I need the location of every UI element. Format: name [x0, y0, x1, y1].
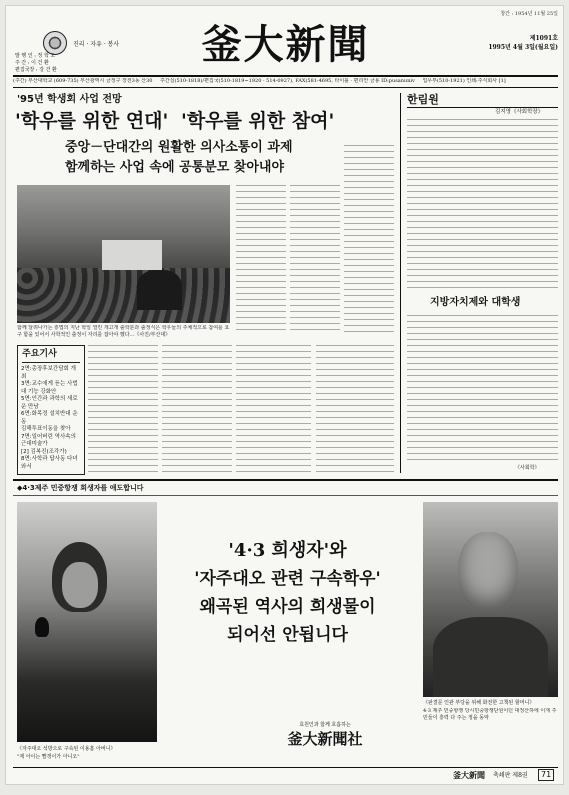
column-title-rule — [407, 107, 558, 108]
column-title: 한림원 — [407, 93, 439, 106]
info-label: (주간) — [13, 78, 27, 84]
column-divider — [400, 93, 401, 473]
lead-photo-caption: 함께 달려나가는 흥법의 지난 학일 열린 개고개 출학분과 출정식은 학우들의 주체적으로 참여를 요구 함을 있어서 사학적인 출정이 자리를 잡아야 했다...《사진/부산대》 — [17, 325, 230, 338]
photo-crowd-shape — [17, 268, 230, 323]
right-grandmother-photo — [423, 502, 558, 697]
key-article-item: 5면:인간과 과학의 새로운 만남 — [21, 396, 78, 410]
lead-body-column-2 — [290, 185, 340, 335]
memorial-line-4: 되어선 안됩니다 — [227, 625, 348, 645]
column-body-1 — [407, 119, 558, 289]
info-right: 업무부(510-1921) 인쇄:주식회사 [1] — [422, 78, 506, 84]
newspaper-page — [5, 5, 564, 785]
key-article-item: 7면:일어버린 역사속의 근대미술가 — [21, 433, 76, 447]
footer-edition: 축쇄판 제8권 — [493, 772, 528, 779]
lead-body-column-1 — [236, 185, 286, 335]
bottom-section-rule — [13, 479, 558, 481]
column-body-2 — [407, 315, 558, 465]
masthead-rule-2 — [13, 87, 558, 88]
info-contact: 주간실(510-1818)/편집국(510-1819~1920 · 514-0927), FAX(581-4695, 타이틀 · 편리안 금용 ID:pusanuniv — [160, 78, 415, 84]
staff-list — [15, 53, 57, 74]
issue-date: 1995년 4월 3일(월요일) — [488, 44, 558, 51]
memorial-line-2: '자주대오 관련 구속학우' — [194, 569, 381, 589]
left-mother-photo — [17, 502, 157, 742]
lead-body-column-7 — [316, 345, 394, 473]
key-articles-title: 주요기사 — [22, 349, 80, 363]
photo-face-shape — [62, 562, 98, 608]
lead-kicker: '95년 학생회 사업 전망 — [17, 94, 122, 105]
key-article-item: 3면:교수에게 듣는 사법대 기능 강화안 — [21, 381, 78, 395]
key-articles-box — [17, 345, 85, 475]
lead-body-column-6 — [236, 345, 311, 473]
lead-photo — [17, 185, 230, 323]
masthead-info-line — [13, 78, 558, 86]
sponsor-name: 釜大新聞社 — [287, 730, 363, 748]
photo-clothes-shape — [433, 617, 548, 697]
masthead — [13, 11, 558, 73]
lead-subhead-1: 중앙－단대간의 원활한 의사소통이 과제 — [65, 140, 293, 155]
key-article-item: 김해투표이동을 찾아 — [21, 426, 71, 432]
footer-paper-name: 釜大新聞 — [453, 770, 485, 780]
left-photo-caption-2: "제 아이는 빨갱이가 아니오" — [17, 754, 80, 760]
lead-subhead-2: 함께하는 사업 속에 공통분모 찾아내야 — [65, 160, 285, 175]
founded-date: 창간 : 1954년 11월 25일 — [500, 11, 558, 17]
photo-figure-shape — [137, 270, 182, 310]
column-author: 김지영《사회학장》 — [495, 109, 544, 115]
lead-body-column-4 — [88, 345, 158, 473]
info-address: 부산대학교 (609-735) 부산광역시 금정구 장전3동 산30 — [28, 78, 153, 84]
lead-body-column-3 — [344, 145, 394, 335]
bottom-banner: ◆4·3제주 민중항쟁 희생자를 애도합니다 — [17, 484, 144, 492]
issue-number: 제1091호 — [529, 35, 558, 42]
photo-face-shape — [458, 532, 518, 612]
key-article-item: [2] 김복진(조각가) — [21, 448, 67, 455]
left-photo-caption: 《자주대오 석방으로 구속된 이용흠 아버니》 — [17, 746, 116, 752]
memorial-line-3: 왜곡된 역사의 희생물이 — [199, 597, 376, 617]
footer-page-number: 71 — [538, 769, 554, 781]
footer-rule — [13, 767, 558, 768]
right-photo-caption-2: 4·3 제주 민중항쟁 당시민중항쟁단원이던 대정산하에 이재 주민들이 흥력 다 주는 정을 동악 — [423, 708, 557, 721]
photo-banner-shape — [102, 240, 162, 270]
staff-publisher: 발 행 인 : 정 학 오 — [15, 53, 56, 59]
paper-title: 釜大新聞 — [201, 21, 370, 68]
staff-chief: 편집국장 : 강 건 환 — [15, 67, 57, 73]
photo-microphone-icon — [35, 617, 49, 637]
key-article-item: 2면:총장후보간담회 개최 — [21, 366, 76, 380]
column-credit: 《사회학》 — [515, 465, 540, 471]
column-subtitle: 지방자치제와 대학생 — [430, 297, 521, 308]
key-articles-list — [21, 366, 81, 471]
sponsor-tagline: 효원인과 함께 호흡하는 — [299, 722, 351, 728]
lead-headline-b: '학우를 위한 참여' — [181, 110, 335, 132]
key-article-item: 6면:화목정 설치반대 운동 — [21, 411, 78, 425]
university-seal-icon — [43, 31, 67, 55]
lead-body-column-5 — [162, 345, 232, 473]
slogan: 진리 · 자유 · 봉사 — [73, 41, 120, 48]
masthead-rule — [13, 75, 558, 77]
key-article-item: 8면:사학과 답사동 다녀와서 — [21, 456, 78, 470]
lead-headline-a: '학우를 위한 연대' — [15, 110, 169, 132]
right-photo-caption: 《판결문 인관 부당을 위해 화전한 고책된 할머니》 — [423, 700, 535, 706]
bottom-banner-rule — [13, 495, 558, 496]
memorial-line-1: '4·3 희생자'와 — [228, 540, 347, 561]
staff-editor: 주 간 : 이 건 환 — [15, 60, 49, 66]
